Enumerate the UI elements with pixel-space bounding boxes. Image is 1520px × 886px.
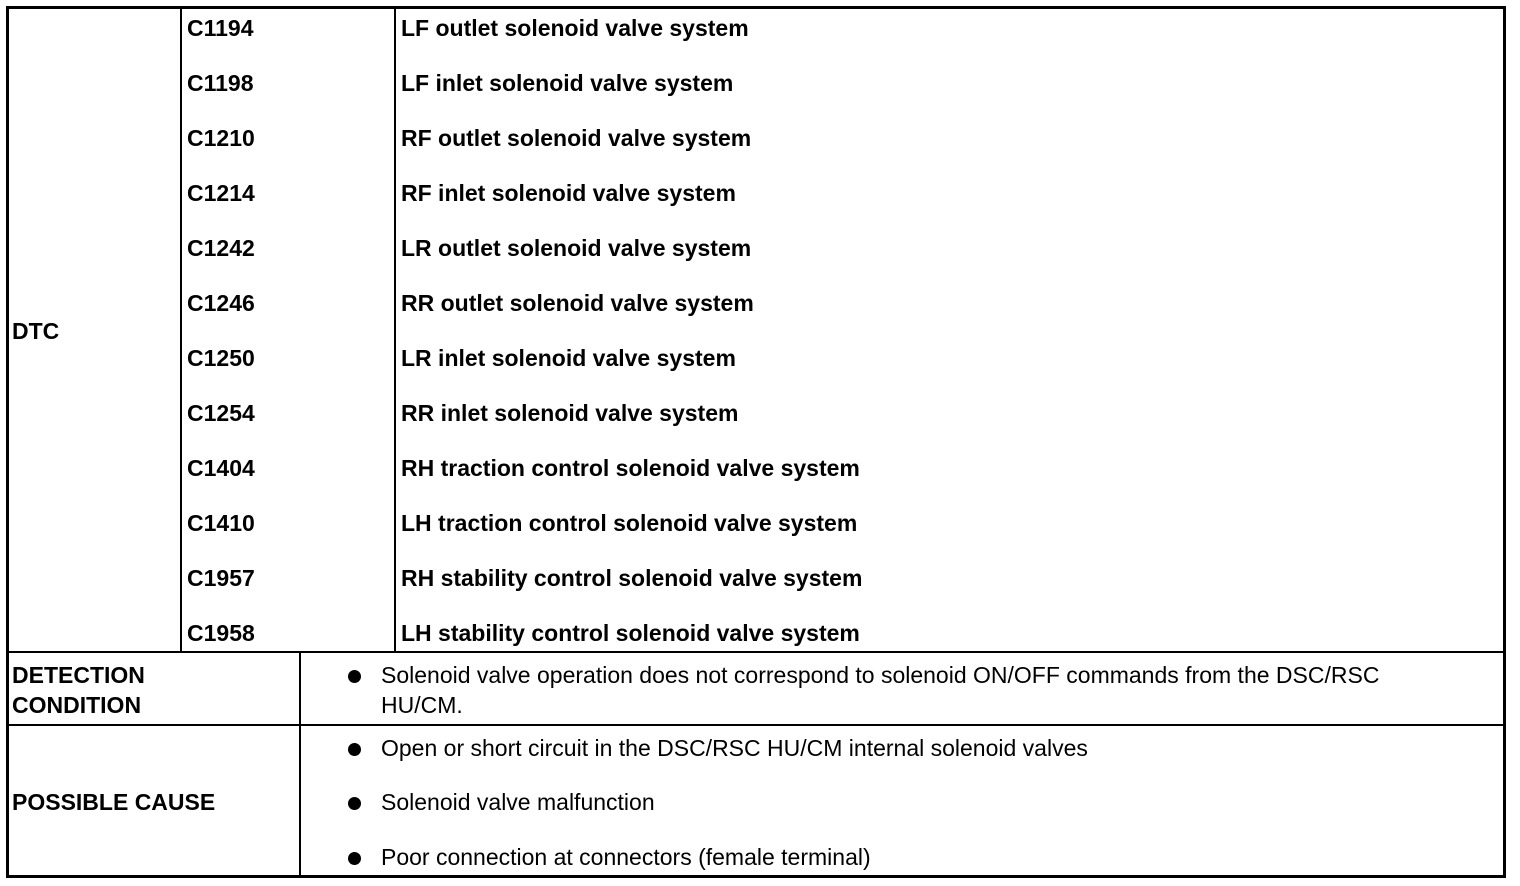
dtc-code: C1410 [187,510,255,536]
detection-text-line1: Solenoid valve operation does not correspond to solenoid ON/OFF commands from the DSC/RSC [381,662,1380,688]
dtc-description: RH stability control solenoid valve system [401,565,863,591]
dtc-description: RR outlet solenoid valve system [401,290,754,316]
dtc-description: LH stability control solenoid valve system [401,620,860,646]
dtc-code: C1957 [187,565,255,591]
detection-label-line2: CONDITION [12,692,142,718]
dtc-description: LH traction control solenoid valve system [401,510,858,536]
dtc-description: LR inlet solenoid valve system [401,345,736,371]
bullet-icon [348,743,361,756]
cause-item: Poor connection at connectors (female terminal) [381,844,871,870]
dtc-code: C1194 [187,15,254,41]
dtc-description: LF inlet solenoid valve system [401,70,734,96]
dtc-code: C1210 [187,125,255,151]
row-divider [6,724,1506,726]
dtc-description: LR outlet solenoid valve system [401,235,752,261]
dtc-description: RF outlet solenoid valve system [401,125,752,151]
dtc-code: C1250 [187,345,255,371]
dtc-code: C1958 [187,620,255,646]
bullet-icon [348,670,361,683]
dtc-code: C1242 [187,235,255,261]
bullet-icon [348,852,361,865]
row-divider [6,651,1506,653]
column-divider [180,6,182,652]
dtc-description: RF inlet solenoid valve system [401,180,736,206]
dtc-description: RH traction control solenoid valve system [401,455,860,481]
dtc-code: C1404 [187,455,255,481]
dtc-code: C1198 [187,70,254,96]
dtc-code: C1254 [187,400,255,426]
detection-text-line2: HU/CM. [381,692,463,718]
column-divider [394,6,396,652]
dtc-description: RR inlet solenoid valve system [401,400,739,426]
cause-item: Solenoid valve malfunction [381,789,655,815]
detection-label-line1: DETECTION [12,662,145,688]
dtc-code: C1214 [187,180,255,206]
dtc-code: C1246 [187,290,255,316]
bullet-icon [348,797,361,810]
column-divider [299,652,301,878]
dtc-label: DTC [12,318,60,344]
possible-cause-label: POSSIBLE CAUSE [12,789,216,815]
dtc-description: LF outlet solenoid valve system [401,15,749,41]
cause-item: Open or short circuit in the DSC/RSC HU/CM internal solenoid valves [381,735,1088,761]
